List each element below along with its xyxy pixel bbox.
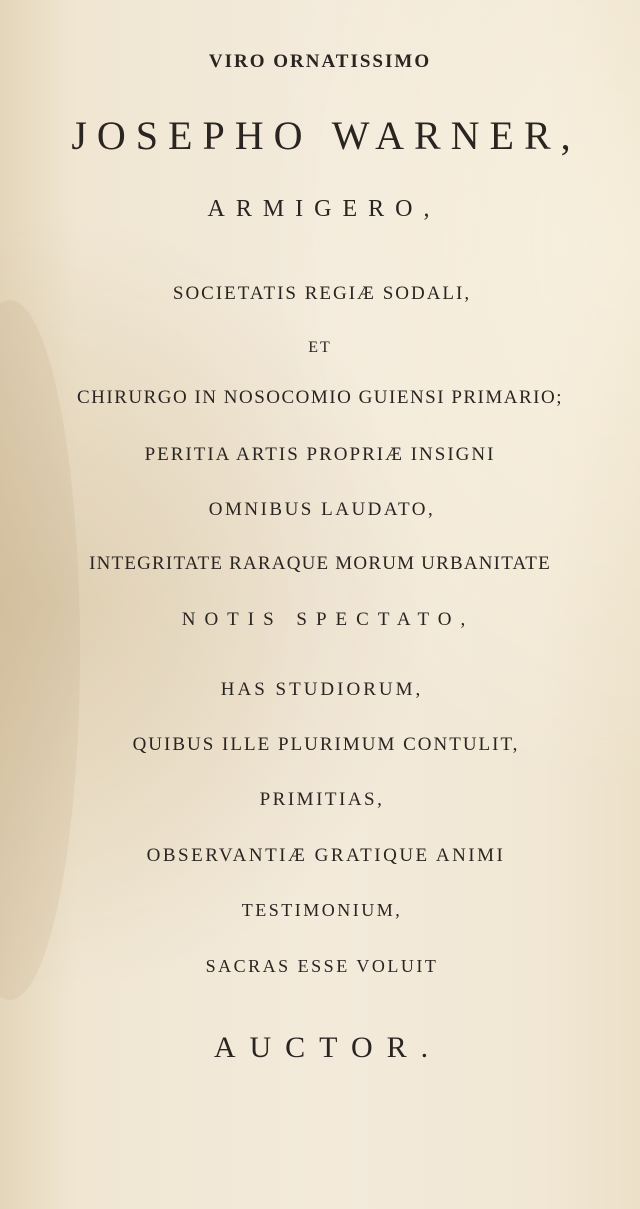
dedication-line-10: NOTIS SPECTATO,	[181, 609, 475, 630]
dedication-line-16: SACRAS ESSE VOLUIT	[205, 956, 439, 976]
dedication-line-3: ARMIGERO,	[207, 196, 441, 222]
dedication-line-7: PERITIA ARTIS PROPRIÆ INSIGNI	[144, 444, 496, 465]
dedication-line-13: PRIMITIAS,	[259, 789, 385, 810]
dedicatee-name: JOSEPHO WARNER,	[71, 113, 581, 158]
dedication-line-14: OBSERVANTIÆ GRATIQUE ANIMI	[146, 845, 506, 866]
author-signature: AUCTOR.	[213, 1031, 443, 1064]
dedication-line-9: INTEGRITATE RARAQUE MORUM URBANITATE	[89, 553, 551, 574]
dedication-line-8: OMNIBUS LAUDATO,	[208, 499, 436, 520]
dedication-line-1: VIRO ORNATISSIMO	[208, 51, 432, 72]
dedication-line-15: TESTIMONIUM,	[241, 900, 403, 920]
dedication-line-12: QUIBUS ILLE PLURIMUM CONTULIT,	[132, 734, 520, 755]
dedication-line-5: ET	[308, 339, 332, 356]
dedication-line-11: HAS STUDIORUM,	[220, 679, 424, 700]
dedication-line-6: CHIRURGO IN NOSOCOMIO GUIENSI PRIMARIO;	[76, 387, 564, 408]
dedication-line-4: SOCIETATIS REGIÆ SODALI,	[172, 283, 472, 304]
